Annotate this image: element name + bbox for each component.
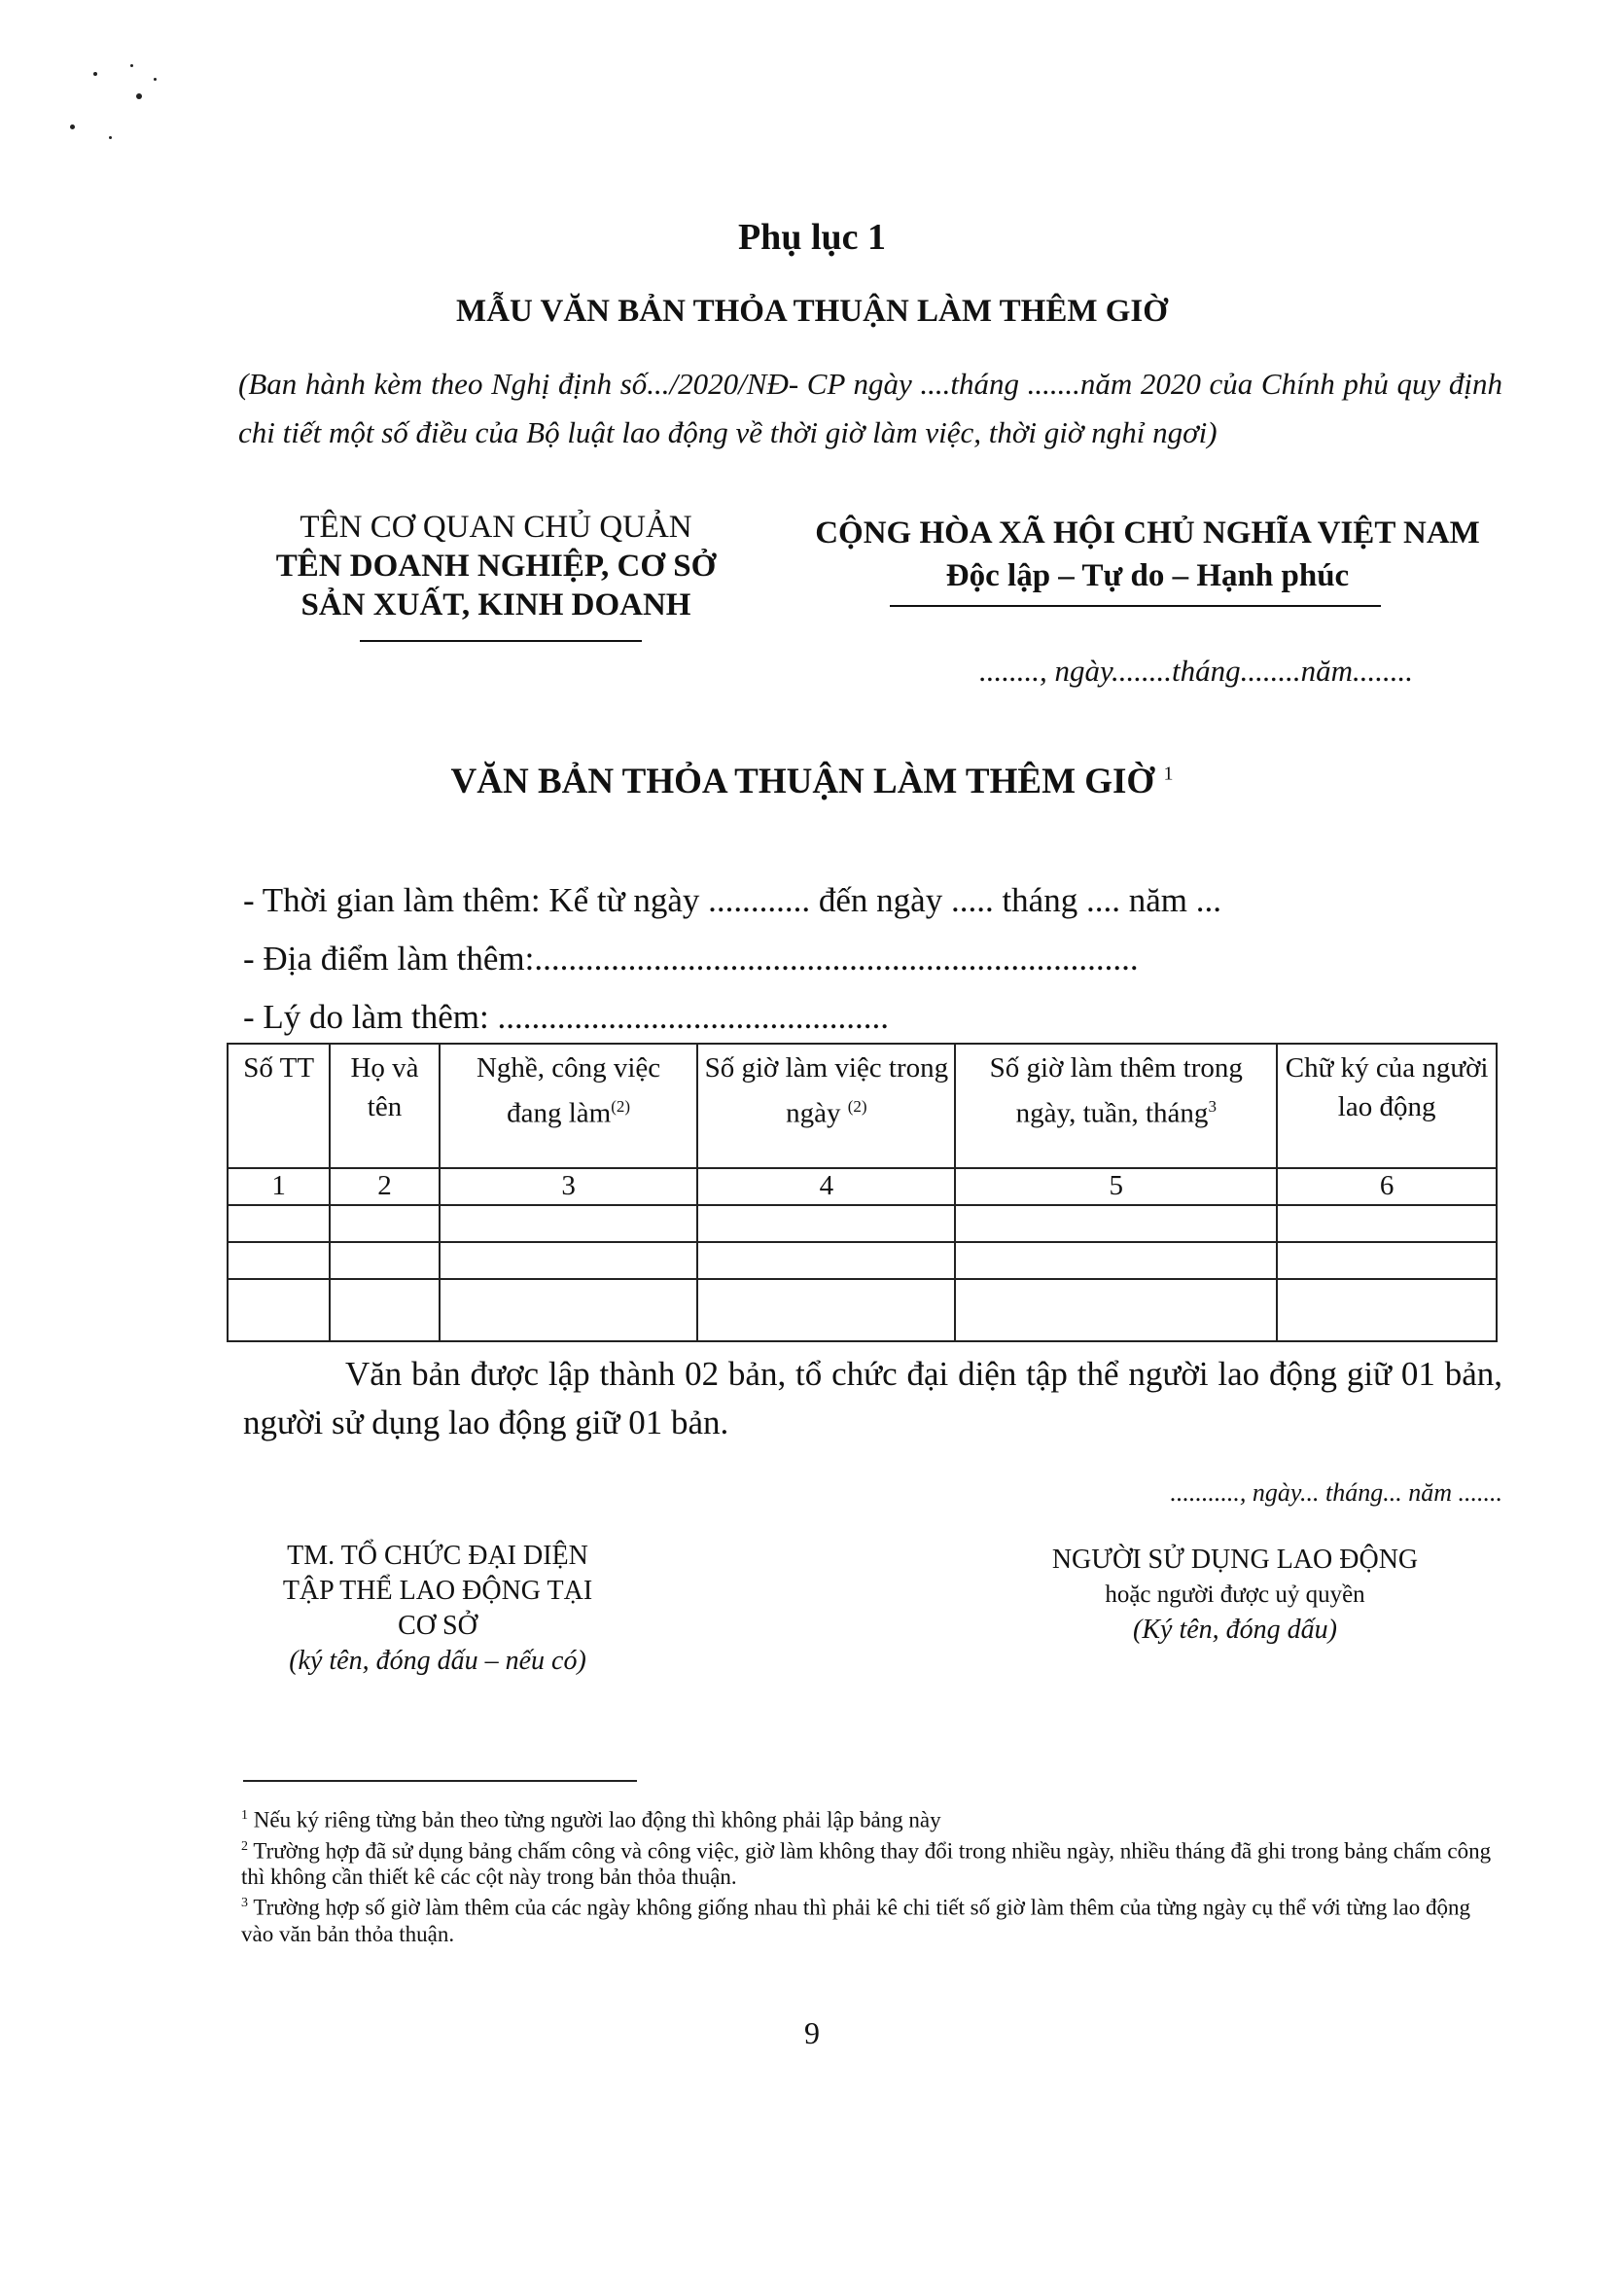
motto-underline — [890, 605, 1381, 607]
table-row — [228, 1205, 1497, 1242]
footnote: $^1$ Nếu ký riêng từng bản theo từng người lao động thì không phải lập bảng này — [241, 1807, 941, 1832]
document-title-text: VĂN BẢN THỎA THUẬN LÀM THÊM GIỜ — [450, 762, 1155, 801]
scan-speck — [70, 124, 75, 129]
appendix-title: Phụ lục 1 — [737, 217, 887, 258]
header-cell-name: Họ và tên — [330, 1044, 439, 1168]
rep-line-2: TẬP THỂ LAO ĐỘNG TẠI — [282, 1576, 593, 1606]
table-cell[interactable] — [1277, 1205, 1497, 1242]
document-title — [0, 761, 1624, 802]
footnote: $^3$ Trường hợp số giờ làm thêm của các ngày không giống nhau thì phải kê chi tiết số giờ làm thêm của từng ngày cụ thể với từng lao động vào văn bản thỏa thuận. — [241, 1895, 1470, 1946]
scan-speck — [130, 64, 133, 67]
table-cell[interactable] — [955, 1279, 1277, 1341]
header-cell-occupation: Nghề, công việc đang làm$^{(2)}$ — [440, 1044, 698, 1168]
document-title-footnote-mark: 1 — [1163, 763, 1174, 785]
employer-note: (Ký tên, đóng dấu) — [1133, 1615, 1337, 1645]
national-header — [778, 512, 1517, 597]
table-cell[interactable] — [955, 1242, 1277, 1279]
table-cell[interactable] — [440, 1205, 698, 1242]
org-line-3: SẢN XUẤT, KINH DOANH — [300, 587, 691, 622]
signature-date: ..........., ngày... tháng... năm ....... — [1170, 1478, 1502, 1507]
header-cell-no: Số TT — [228, 1044, 330, 1168]
column-number: 4 — [697, 1168, 955, 1205]
overtime-table — [227, 1043, 1498, 1342]
org-line-1: TÊN CƠ QUAN CHỦ QUẢN — [300, 510, 692, 545]
nation-motto: Độc lập – Tự do – Hạnh phúc — [945, 558, 1350, 593]
rep-line-1: TM. TỔ CHỨC ĐẠI DIỆN — [287, 1541, 588, 1571]
rep-line-3: CƠ SỞ — [398, 1611, 477, 1641]
table-header-row — [228, 1044, 1497, 1168]
column-number-row — [228, 1168, 1497, 1205]
table-cell[interactable] — [1277, 1242, 1497, 1279]
table-cell[interactable] — [228, 1205, 330, 1242]
table-row — [228, 1242, 1497, 1279]
form-title: MẪU VĂN BẢN THỎA THUẬN LÀM THÊM GIỜ — [456, 294, 1168, 329]
employer-line-1: NGƯỜI SỬ DỤNG LAO ĐỘNG — [1051, 1545, 1419, 1575]
overtime-period-field: - Thời gian làm thêm: Kể từ ngày ............ đến ngày ..... tháng .... năm ... — [243, 881, 1221, 919]
table-cell[interactable] — [697, 1279, 955, 1341]
scan-speck — [109, 136, 112, 139]
table-cell[interactable] — [330, 1242, 439, 1279]
table-cell[interactable] — [440, 1279, 698, 1341]
table-cell[interactable] — [697, 1205, 955, 1242]
place-date: ........, ngày........tháng........năm........ — [978, 654, 1414, 688]
org-line-2: TÊN DOANH NGHIỆP, CƠ SỞ — [275, 549, 717, 584]
footnotes — [241, 1802, 1505, 1947]
table-row — [228, 1279, 1497, 1341]
column-number: 5 — [955, 1168, 1277, 1205]
org-underline — [360, 640, 642, 642]
column-number: 3 — [440, 1168, 698, 1205]
table-cell[interactable] — [697, 1242, 955, 1279]
header-cell-overtime-hours: Số giờ làm thêm trong ngày, tuần, tháng$^3$ — [955, 1044, 1277, 1168]
rep-note: (ký tên, đóng dấu – nếu có) — [289, 1646, 586, 1676]
copies-statement: Văn bản được lập thành 02 bản, tổ chức đại diện tập thể người lao động giữ 01 bản, người sử dụng lao động giữ 01 bản. — [243, 1355, 1502, 1441]
table-cell[interactable] — [1277, 1279, 1497, 1341]
table-cell[interactable] — [955, 1205, 1277, 1242]
nation-name: CỘNG HÒA XÃ HỘI CHỦ NGHĨA VIỆT NAM — [815, 515, 1480, 551]
table-cell[interactable] — [440, 1242, 698, 1279]
table-cell[interactable] — [330, 1205, 439, 1242]
column-number: 1 — [228, 1168, 330, 1205]
table-cell[interactable] — [228, 1242, 330, 1279]
column-number: 6 — [1277, 1168, 1497, 1205]
header-cell-daily-hours: Số giờ làm việc trong ngày $^{(2)}$ — [697, 1044, 955, 1168]
organization-header — [243, 508, 749, 624]
header-cell-signature: Chữ ký của người lao động — [1277, 1044, 1497, 1168]
overtime-reason-field: - Lý do làm thêm: .............................................. — [243, 998, 889, 1036]
employer-line-2: hoặc người được uỷ quyền — [1105, 1582, 1365, 1608]
employer-signature-block — [1021, 1543, 1449, 1648]
overtime-location-field: - Địa điểm làm thêm:....................................................................... — [243, 940, 1139, 978]
scan-speck — [93, 72, 97, 76]
column-number: 2 — [330, 1168, 439, 1205]
table-cell[interactable] — [228, 1279, 330, 1341]
page-number: 9 — [804, 2015, 820, 2050]
footnote: $^2$ Trường hợp đã sử dụng bảng chấm công và công việc, giờ làm không thay đổi trong nhiều ngày, nhiều tháng đã ghi trong bảng chấm công thì không cần thiết kê các cột này trong bản thỏa thuận. — [241, 1838, 1492, 1890]
representative-signature-block — [243, 1539, 632, 1679]
footnote-separator — [243, 1780, 637, 1782]
scan-speck — [136, 93, 142, 99]
scan-speck — [154, 78, 157, 81]
issued-note: (Ban hành kèm theo Nghị định số.../2020/NĐ- CP ngày ....tháng .......năm 2020 của Chính phủ quy định chi tiết một số điều của Bộ luật lao động về thời giờ làm việc, thời giờ nghỉ ngơi) — [238, 367, 1502, 449]
table-cell[interactable] — [330, 1279, 439, 1341]
